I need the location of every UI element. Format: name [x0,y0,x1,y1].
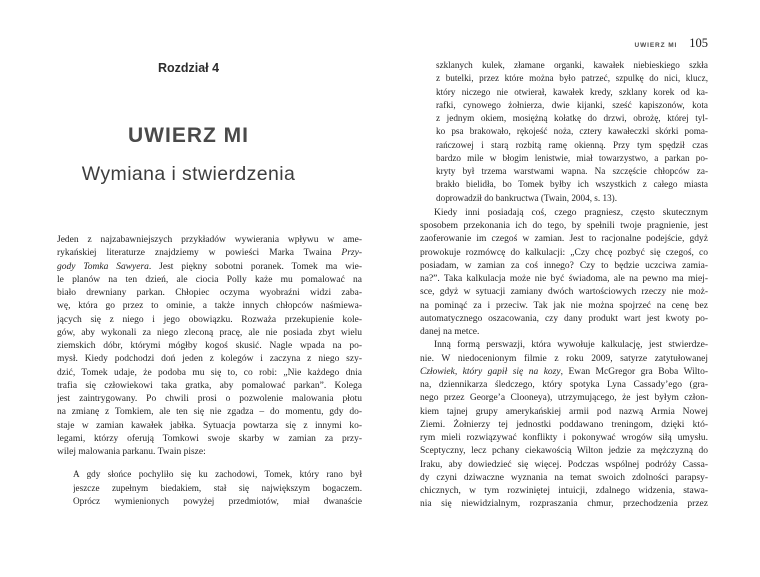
text-line: A gdy słońce pochyliło się ku zachodowi, Tomek, który rano był [73,469,362,480]
text-line: szklanych kulek, złamane organki, kawałek niebieskiego szkła [436,60,708,70]
text-line: na?”. Taka kalkulacja może nie być świadoma, ale na pewno ma miej- [420,274,708,284]
chapter-subtitle: Wymiana i stwierdzenia [81,163,296,185]
text-line: automatycznego oszacowania, czy dany produkt wart jest kwoty po- [420,313,708,324]
text-line: Oprócz wymienionych powyżej przedmiotów, miał dwanaście [73,495,362,506]
text-line: jących się z niego i jego obowiązku. Rozważa przekupienie kole- [57,314,362,325]
text-line: kiem tajnej grupy amerykańskiej armii pod nazwą Armia Nowej [420,406,708,417]
chapter-title: UWIERZ MI [128,124,249,147]
text-line: posiadam, w zamian za coś innego? Czy to będzie uczciwa zamia- [420,260,708,271]
text-line: biało drewniany parkan. Chłopiec oczyma wyobraźni widzi zaba- [57,288,362,298]
text-line: Kiedy inni posiadają coś, czego pragniesz, często skutecznym [434,207,708,218]
left-page [57,0,362,577]
text-line: bardzo mile w błogim lenistwie, miał towarzystwo, a parkan po- [436,152,708,163]
text-line: który niczego nie otwierał, kawałek kredy, szklany korek od ka- [436,86,708,97]
body-paragraph [420,339,708,511]
right-page [420,0,708,577]
chapter-title-row [57,124,362,148]
text-line: Sceptyczny, lecz pchany ciekawością Wilton jedzie za mężczyzną do [420,446,708,457]
text-line: wilej malowania parkanu. Twain pisze: [57,447,206,457]
text-line: jeszcze zupełnym biedakiem, stał się największym bogaczem. [73,482,362,493]
text-line: Ziemi. Żołnierzy tej jednostki poddawano treningom, dzięki któ- [420,419,708,430]
chapter-subtitle-row [57,163,362,186]
text-line: jest zaintrygowany. Po chwili prosi o pozwolenie malowania płotu [57,394,362,404]
text-line: le planów na ten dzień, ale ciocia Polly każe mu pomalować na [57,274,362,285]
chapter-label-row [57,61,362,75]
text-line: Człowiek, który gapił się na kozy, Ewan McGregor gra Boba Wilto- [420,366,708,377]
text-line: mysł. Kiedy podchodzi doń jeden z kolegów i zaczyna z niego szy- [57,354,362,365]
text-line: gody Tomka Sawyera. Jest piękny sobotni poranek. Tomek ma wie- [57,261,362,272]
chapter-label: Rozdział 4 [157,61,220,75]
text-line: rykańskiej literaturze znajdziemy w powieści Marka Twaina Przy- [57,248,362,259]
text-line: rańczowej i starą rozbitą ramę okienną. Przy tym spędził czas [436,139,708,150]
text-line: danej na metce. [420,327,480,337]
text-line: z jednym okiem, mosiężną kołatkę do drzwi, obrożę, której tyl- [436,113,708,123]
text-line: doprowadził do bankructwa (Twain, 2004, s. 13). [436,192,618,203]
left-page-text [57,234,362,508]
running-header [634,36,708,51]
text-line: rafki, cynowego żołnierza, dwie kijanki, sześć kapiszonów, kota [436,99,708,110]
text-line: Jeden z najzabawniejszych przykładów wywierania wpływu w ame- [57,235,362,245]
text-line: na zmianę z Tomkiem, ale ten się nie zgadza – do momentu, gdy do- [57,407,362,418]
text-line: sce, gdyż w sytuacji zamiany dwóch wartościowych rzeczy nie moż- [420,287,708,298]
text-line: z butelki, przez które można było patrzeć, szpulkę do nici, klucz, [436,73,708,84]
body-paragraph [420,207,708,340]
text-line: brakło bielidła, bo Tomek byłby ich wszystkich z całego miasta [436,179,708,190]
page-number: 105 [689,36,708,50]
text-line: dzić, Tomek udaje, że podoba mu się to, co robi: „Nie każdego dnia [57,367,362,378]
text-line: Iraku, aby dowiedzieć się więcej. Podczas wspólnej podróży Cassa- [420,459,708,470]
text-line: ko psa brakowało, rękojeść noża, cztery kawałeczki skórki poma- [436,126,708,137]
running-title: UWIERZ MI [634,42,678,49]
text-line: Inną formą perswazji, która wywołuje kalkulację, jest stwierdze- [434,340,708,351]
block-quote [73,468,362,508]
text-line: rym mieli rozwiązywać konflikty i pokonywać wrogów siłą umysłu. [420,433,708,443]
text-line: na pominąć za i przeciw. Tak jak nie można spojrzeć na cenę bez [420,300,708,311]
text-line: chicznych, w tym rozwiniętej intuicji, zdalnego widzenia, stawa- [420,486,708,496]
text-line: gów, aby wykonali za niego zleconą pracę, ale nie posiada zbyt wielu [57,327,362,338]
text-line: legami, którzy oferują Tomkowi swoje skarby w zamian za przy- [57,433,362,444]
right-page-text [420,59,708,512]
text-line: zaoferowanie im czegoś w zamian. Jest to racjonalne podejście, gdyż [420,234,708,245]
text-line: dy czyni dziwaczne wyznania na temat swoich zdolności parapsy- [420,472,708,483]
text-line: sposobem przekonania ich do tego, by spełnili twoje pragnienie, jest [420,221,708,231]
text-line: wę, która go przez to ominie, a także innych chłopców naśmiewa- [57,301,362,312]
block-quote [436,59,708,205]
text-line: na, dziennikarza śledczego, który spotyka Lyna Cassady’ego (gra- [420,380,708,390]
text-line: kryty był trzema warstwami wapna. Na szczęście chłopców za- [436,166,708,176]
text-line: trafia się człowiekowi taka gratka, aby pomalować parkan”. Kolega [57,380,362,391]
text-line: ziemskich dóbr, którymi mógłby kogoś skusić. Nagle wpada na po- [57,341,362,351]
text-line: nego przez George’a Clooneya), utrzymującego, że jest byłym człon- [420,393,708,404]
text-line: nia się niewidzialnym, rozpraszania chmur, przechodzenia przez [420,499,708,510]
text-line: prowokuje rozmówcę do kalkulacji: „Czy chcę pozbyć się czegoś, co [420,247,708,258]
text-line: nie. W niedocenionym filmie z roku 2009, satyrze zatytułowanej [420,353,708,364]
body-paragraph [57,234,362,459]
text-line: staje w zamian kawałek jabłka. Sytuacja powtarza się z innymi ko- [57,420,362,431]
